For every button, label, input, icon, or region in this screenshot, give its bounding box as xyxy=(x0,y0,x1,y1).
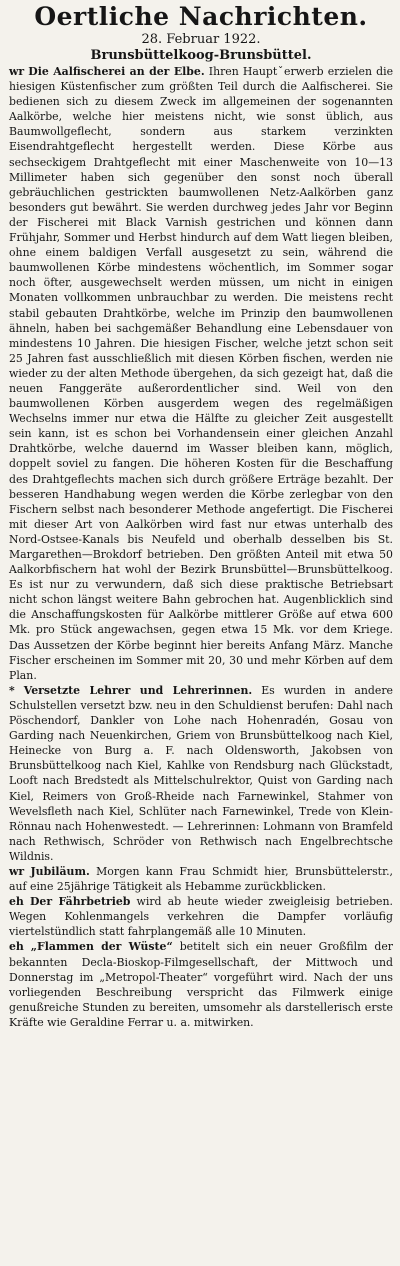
issue-date: 28. Februar 1922. xyxy=(141,32,261,47)
news-column xyxy=(9,64,393,1030)
article-eel-fishing xyxy=(9,64,393,683)
article-heading: Versetzte Lehrer und Lehrerinnen. xyxy=(23,683,253,697)
article-body: Ihren Hauptˇerwerb erzielen die hiesigen Küstenfischer zum größten Teil durch die Aalfischerei. Sie bedienen sich zu diesem Zweck im allgemeinen der sogenannten Aalkörbe, welche hier meistens nicht, wie sonst üblich, aus Baumwollgeflecht, sondern aus starkem verzinkten Eisendrahtgeflecht hergestellt werden. Diese Körbe aus sechseckigem Drahtgeflecht mit einer Maschenweite von 10—13 Millimeter haben sich gegenüber den sonst noch überall gebräuchlichen gestrickten baumwollenen Netz-Aalkörben ganz besonders gut bewährt. Sie werden durchweg jedes Jahr vor Beginn der Fischerei mit Black Varnish gestrichen und können dann Frühjahr, Sommer und Herbst hindurch auf dem Watt liegen bleiben, ohne einem baldigen Verfall ausgesetzt zu sein, während die baumwollenen Körbe mindestens wöchentlich, im Sommer sogar noch öfter, ausgewechselt werden müssen, um nicht in einigen Monaten vollkommen unbrauchbar zu werden. Die meistens recht stabil gebauten Drahtkörbe, welche im Prinzip den baumwollenen ähneln, haben bei sachgemäßer Behandlung eine Lebensdauer von mindestens 10 Jahren. Die hiesigen Fischer, welche jetzt schon seit 25 Jahren fast ausschließlich mit diesen Körben fischen, werden nie wieder zu der alten Methode übergehen, da sich gezeigt hat, daß die neuen Fanggeräte außerordentlicher sind. Weil von den baumwollenen Körben ausgerdem wegen des regelmäßigen Wechselns immer nur etwa die Hälfte zu gleicher Zeit ausgestellt sein kann, ist es schon bei Vorhandensein einer gleichen Anzahl Drahtkörbe, welche dauernd im Wasser bleiben kann, möglich, doppelt soviel zu fangen. Die höheren Kosten für die Beschaffung des Drahtgeflechts machen sich durch größere Erträge bezahlt. Der besseren Handhabung wegen werden die Körbe zerlegbar von den Fischern selbst nach besonderer Methode angefertigt. Die Fischerei mit dieser Art von Aalkörben wird fast nur etwas unterhalb des Nord-Ostsee-Kanals bis Neufeld und oberhalb desselben bis St. Margarethen—Brokdorf betrieben. Den größten Anteil mit etwa 50 Aalkorbfischern hat wohl der Bezirk Brunsbüttel—Brunsbüttelkoog. Es ist nur zu verwundern, daß sich diese praktische Betriebsart nicht schon längst weitere Bahn gebrochen hat. Augenblicklich sind die Anschaffungskosten für Aalkörbe mittlerer Größe auf etwa 600 Mk. pro Stück angewachsen, gegen etwa 15 Mk. vor dem Kriege. Das Aussetzen der Körbe beginnt hier bereits Anfang März. Manche Fischer erscheinen im Sommer mit 20, 30 und mehr Körben auf dem Plan. xyxy=(9,65,394,682)
article-film xyxy=(9,939,393,1030)
article-heading: Die Aalfischerei an der Elbe. xyxy=(28,65,205,78)
article-heading: Jubiläum. xyxy=(30,864,90,878)
article-body: betitelt sich ein neuer Großfilm der bekannten Decla-Bioskop-Filmgesellschaft, der Mittwoch und Donnerstag im „Metropol-Theater“ vorgeführt wird. Nach der uns vorliegenden Beschreibung verspricht das Filmwerk einige genußreiche Stunden zu bereiten, umsomehr als darstellerisch erste Kräfte wie Geraldine Ferrar u. a. mitwirken. xyxy=(9,940,393,1029)
article-body: Es wurden in andere Schulstellen versetzt bzw. neu in den Schuldienst berufen: Dahl nach Pöschendorf, Dankler von Lohe nach Hohenradén, Gosau von Garding nach Neuenkirchen, Griem von Brunsbüttelkoog nach Kiel, Heinecke von Burg a. F. nach Oldensworth, Jakobsen von Brunsbüttelkoog nach Kiel, Kahlke von Rendsburg nach Glückstadt, Looft nach Bredstedt als Mittelschulrektor, Quist von Garding nach Kiel, Reimers von Groß-Rheide nach Farnewinkel, Stahmer von Wevelsfleth nach Kiel, Schlüter nach Farnewinkel, Trede von Klein-Rönnau nach Hohenwestedt. — Lehrerinnen: Lohmann von Bramfeld nach Rethwisch, Schröder von Rethwisch nach Engelbrechtsche Wildnis. xyxy=(9,683,393,863)
article-jubilee xyxy=(9,864,393,894)
author-mark: wr xyxy=(9,864,25,878)
article-body: wird ab heute wieder zweigleisig betrieben. Wegen Kohlenmangels verkehren die Dampfer vorläufig viertelstündlich statt fahrplangemäß alle 10 Minuten. xyxy=(9,895,393,939)
author-mark: wr xyxy=(9,65,25,78)
author-mark: eh xyxy=(9,895,24,909)
dateline: Brunsbüttelkoog-Brunsbüttel. xyxy=(90,48,312,63)
article-teachers xyxy=(9,683,393,864)
masthead: Oertliche Nachrichten. xyxy=(34,2,368,31)
article-ferry xyxy=(9,894,393,939)
author-mark: * xyxy=(9,683,15,697)
article-heading: Der Fährbetrieb xyxy=(29,895,131,909)
article-heading: „Flammen der Wüste“ xyxy=(30,940,173,954)
author-mark: eh xyxy=(9,940,24,954)
article-body: Morgen kann Frau Schmidt hier, Brunsbüttelerstr., auf eine 25jährige Tätigkeit als Hebamme zurückblicken. xyxy=(9,864,393,894)
